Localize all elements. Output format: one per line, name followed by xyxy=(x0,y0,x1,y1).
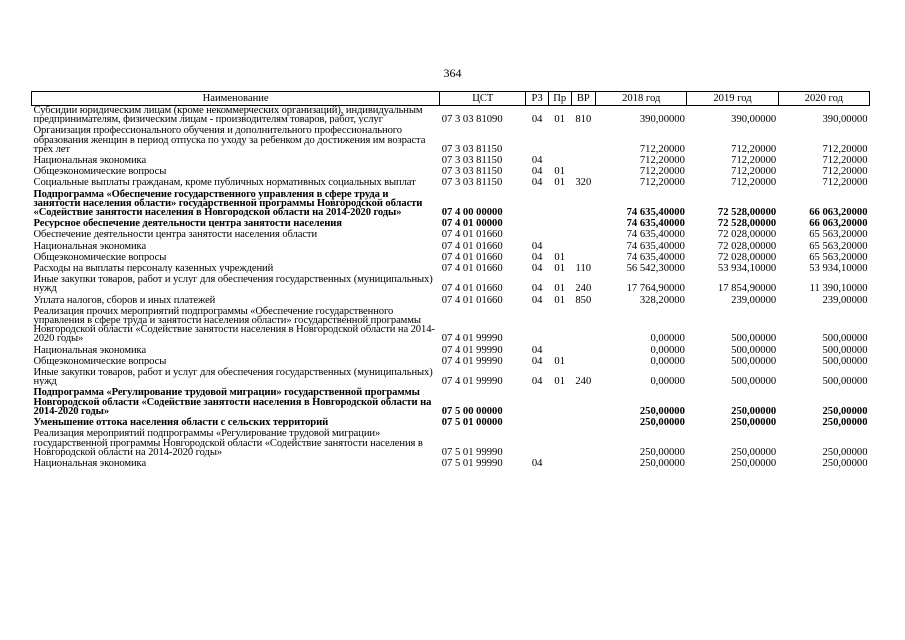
cell-2020: 712,20000 xyxy=(822,155,868,166)
table-header xyxy=(32,92,870,106)
cell-name: Национальная экономика xyxy=(33,457,147,469)
table-row xyxy=(32,106,870,125)
cell-cst: 07 4 01 01660 xyxy=(441,294,503,305)
cell-name: Иные закупки товаров, работ и услуг для обеспечения государственных (муниципальных) нужд xyxy=(33,274,433,294)
cell-vr xyxy=(571,217,596,228)
cell-rz: 04 xyxy=(531,155,543,166)
cell-pr xyxy=(548,228,571,239)
cell-2019: 72 528,00000 xyxy=(717,207,777,218)
cell-name: Субсидии юридическим лицам (кроме некоммерческих организаций), индивидуальным предпринимателям, физическим лицам - производителям товаров, работ, услуг xyxy=(33,105,423,125)
cell-pr: 01 xyxy=(554,355,566,367)
cell-rz: 04 xyxy=(531,251,543,263)
cell-vr xyxy=(571,416,596,427)
header-name: Наименование xyxy=(32,92,440,106)
cell-2019: 712,20000 xyxy=(731,143,777,155)
cell-pr: 01 xyxy=(554,166,566,177)
cell-2020: 250,00000 xyxy=(822,405,868,417)
table-row xyxy=(32,124,870,154)
cell-name: Подпрограмма «Регулирование трудовой миграции» государственной программы Новгородской области «Содействие занятости населения в Новгородской области на 2014-2020 годы» xyxy=(33,387,432,417)
cell-2018: 74 635,40000 xyxy=(626,240,685,251)
cell-pr: 01 xyxy=(554,283,566,294)
cell-2020: 250,00000 xyxy=(822,446,868,457)
cell-2020: 712,20000 xyxy=(822,143,868,155)
budget-table xyxy=(31,91,870,468)
cell-2018: 17 764,90000 xyxy=(626,283,685,294)
cell-pr xyxy=(548,217,571,228)
cell-vr xyxy=(571,240,596,251)
header-row xyxy=(32,92,870,106)
cell-pr xyxy=(548,427,571,457)
table-row xyxy=(32,355,870,366)
cell-2018: 250,00000 xyxy=(639,457,685,469)
cell-vr: 850 xyxy=(575,294,592,305)
cell-2020: 65 563,20000 xyxy=(809,251,868,263)
table-row xyxy=(32,176,870,187)
cell-2019: 712,20000 xyxy=(731,177,777,188)
cell-pr: 01 xyxy=(554,177,566,188)
cell-2018: 250,00000 xyxy=(639,446,685,457)
cell-2018: 328,20000 xyxy=(639,294,685,305)
cell-2018: 712,20000 xyxy=(639,155,685,166)
cell-2018: 74 635,40000 xyxy=(626,218,685,229)
cell-2018: 712,20000 xyxy=(639,177,685,188)
table-row xyxy=(32,457,870,468)
cell-name: Ресурсное обеспечение деятельности центра занятости населения xyxy=(33,218,342,229)
cell-name: Общеэкономические вопросы xyxy=(33,166,167,177)
cell-cst: 07 4 01 01660 xyxy=(441,229,503,240)
cell-rz xyxy=(526,305,549,344)
cell-2020: 500,00000 xyxy=(822,355,868,367)
table-row xyxy=(32,240,870,251)
cell-2019: 500,00000 xyxy=(731,355,777,367)
cell-2020: 66 063,20000 xyxy=(809,218,868,229)
cell-2019: 500,00000 xyxy=(731,333,777,344)
cell-cst: 07 4 00 00000 xyxy=(441,207,503,218)
cell-cst: 07 4 01 01660 xyxy=(441,240,503,251)
cell-vr xyxy=(571,228,596,239)
cell-name: Общеэкономические вопросы xyxy=(33,355,167,367)
cell-cst: 07 4 01 99990 xyxy=(441,376,503,387)
cell-cst: 07 4 01 00000 xyxy=(441,218,503,229)
cell-2019: 72 028,00000 xyxy=(717,240,777,251)
table-row xyxy=(32,251,870,262)
cell-cst: 07 4 01 01660 xyxy=(441,283,503,294)
cell-pr xyxy=(548,124,571,154)
cell-2018: 390,00000 xyxy=(639,114,685,125)
cell-pr xyxy=(548,344,571,355)
cell-pr xyxy=(548,240,571,251)
cell-vr xyxy=(571,165,596,176)
table-row xyxy=(32,273,870,293)
cell-2018: 0,00000 xyxy=(650,376,685,387)
cell-rz: 04 xyxy=(531,166,543,177)
table-row xyxy=(32,294,870,305)
cell-rz xyxy=(526,427,549,457)
cell-vr: 240 xyxy=(575,376,592,387)
cell-2019: 712,20000 xyxy=(731,166,777,177)
table-row xyxy=(32,154,870,165)
cell-pr: 01 xyxy=(554,114,566,125)
table-row xyxy=(32,427,870,457)
cell-2018: 56 542,30000 xyxy=(626,263,685,274)
cell-cst: 07 4 01 01660 xyxy=(441,251,503,263)
cell-name: Уплата налогов, сборов и иных платежей xyxy=(33,294,216,305)
table-row xyxy=(32,165,870,176)
cell-cst: 07 5 01 00000 xyxy=(441,417,503,428)
cell-2019: 53 934,10000 xyxy=(717,263,777,274)
table-row xyxy=(32,228,870,239)
cell-2019: 390,00000 xyxy=(731,114,777,125)
cell-2020: 250,00000 xyxy=(822,417,868,428)
cell-2018: 74 635,40000 xyxy=(626,251,685,263)
cell-2019: 500,00000 xyxy=(731,376,777,387)
cell-2019: 250,00000 xyxy=(731,417,777,428)
cell-pr xyxy=(548,188,571,218)
header-cst: ЦСТ xyxy=(440,92,526,106)
cell-2018: 250,00000 xyxy=(639,417,685,428)
cell-cst: 07 4 01 99990 xyxy=(441,344,503,355)
cell-2018: 250,00000 xyxy=(639,405,685,417)
cell-2019: 500,00000 xyxy=(731,344,777,355)
cell-rz: 04 xyxy=(531,376,543,387)
cell-name: Социальные выплаты гражданам, кроме публичных нормативных социальных выплат xyxy=(33,177,416,188)
cell-vr xyxy=(571,251,596,262)
cell-cst: 07 3 03 81150 xyxy=(441,155,503,166)
cell-name: Национальная экономика xyxy=(33,240,147,251)
cell-name: Общеэкономические вопросы xyxy=(33,251,167,263)
cell-rz xyxy=(526,217,549,228)
cell-rz: 04 xyxy=(531,240,543,251)
cell-rz xyxy=(526,124,549,154)
cell-2019: 250,00000 xyxy=(731,405,777,417)
table-row xyxy=(32,366,870,386)
cell-vr xyxy=(571,154,596,165)
cell-name: Обеспечение деятельности центра занятости населения области xyxy=(33,229,318,240)
cell-2020: 390,00000 xyxy=(822,114,868,125)
cell-name: Реализация мероприятий подпрограммы «Регулирование трудовой миграции» государственной программы Новгородской области «Содействие занятости населения в Новгородской области на 2014-2020 годы» xyxy=(33,428,423,457)
cell-2018: 74 635,40000 xyxy=(626,207,685,218)
cell-vr: 810 xyxy=(575,114,592,125)
cell-vr xyxy=(571,386,596,416)
cell-cst: 07 3 03 81150 xyxy=(441,166,503,177)
cell-rz: 04 xyxy=(531,344,543,355)
header-2020: 2020 год xyxy=(778,92,869,106)
cell-pr: 01 xyxy=(554,376,566,387)
page-number: 364 xyxy=(443,66,462,80)
cell-2018: 712,20000 xyxy=(639,143,685,155)
table-row xyxy=(32,217,870,228)
table-row xyxy=(32,344,870,355)
table-row xyxy=(32,305,870,344)
cell-2020: 239,00000 xyxy=(822,294,868,305)
cell-rz: 04 xyxy=(531,294,543,305)
cell-cst: 07 4 01 01660 xyxy=(441,263,503,274)
table-row xyxy=(32,386,870,416)
cell-vr: 320 xyxy=(575,177,592,188)
cell-cst: 07 3 03 81150 xyxy=(441,143,503,155)
cell-2020: 53 934,10000 xyxy=(809,263,868,274)
cell-rz: 04 xyxy=(531,263,543,274)
table-row xyxy=(32,416,870,427)
cell-pr xyxy=(548,305,571,344)
cell-name: Расходы на выплаты персоналу казенных учреждений xyxy=(33,263,274,274)
cell-2019: 72 028,00000 xyxy=(717,251,777,263)
cell-2020: 65 563,20000 xyxy=(809,229,868,240)
cell-2019: 72 528,00000 xyxy=(717,218,777,229)
cell-pr xyxy=(548,416,571,427)
table-body xyxy=(32,106,870,469)
cell-2020: 11 390,10000 xyxy=(809,283,868,294)
header-2018: 2018 год xyxy=(596,92,687,106)
cell-vr xyxy=(571,427,596,457)
cell-vr: 240 xyxy=(575,283,592,294)
cell-cst: 07 5 01 99990 xyxy=(441,457,503,469)
cell-name: Национальная экономика xyxy=(33,155,147,166)
cell-rz: 04 xyxy=(531,355,543,367)
cell-2020: 500,00000 xyxy=(822,376,868,387)
table-row xyxy=(32,262,870,273)
header-pr: Пр xyxy=(548,92,571,106)
cell-2019: 239,00000 xyxy=(731,294,777,305)
cell-cst: 07 5 00 00000 xyxy=(441,405,503,417)
cell-2019: 712,20000 xyxy=(731,155,777,166)
cell-2018: 74 635,40000 xyxy=(626,229,685,240)
cell-name: Организация профессионального обучения и дополнительного профессионального образования женщин в период отпуска по уходу за ребенком до достижения им возраста трех лет xyxy=(33,125,426,155)
cell-name: Реализация прочих мероприятий подпрограммы «Обеспечение государственного управления в сфере труда и занятости населения области» государственной программы Новгородской области «Содействие занятости населения в Новгородской области на 2014-2020 годы» xyxy=(33,305,435,344)
cell-2018: 712,20000 xyxy=(639,166,685,177)
cell-cst: 07 5 01 99990 xyxy=(441,446,503,457)
cell-2019: 17 854,90000 xyxy=(717,283,777,294)
cell-vr xyxy=(571,355,596,366)
cell-2020: 712,20000 xyxy=(822,177,868,188)
cell-name: Подпрограмма «Обеспечение государственного управления в сфере труда и занятости населения области» государственной программы Новгородской области «Содействие занятости населения в Новгородской области на 2014-2020 годы» xyxy=(33,188,423,218)
cell-pr: 01 xyxy=(554,251,566,263)
cell-vr xyxy=(571,344,596,355)
cell-name: Иные закупки товаров, работ и услуг для обеспечения государственных (муниципальных) нужд xyxy=(33,367,433,387)
cell-name: Национальная экономика xyxy=(33,344,147,355)
cell-2018: 0,00000 xyxy=(650,333,685,344)
cell-rz xyxy=(526,416,549,427)
cell-name: Уменьшение оттока населения области с сельских территорий xyxy=(33,417,329,428)
cell-vr xyxy=(571,457,596,468)
cell-vr xyxy=(571,124,596,154)
cell-2020: 250,00000 xyxy=(822,457,868,469)
cell-cst: 07 4 01 99990 xyxy=(441,333,503,344)
cell-2020: 500,00000 xyxy=(822,344,868,355)
cell-vr: 110 xyxy=(575,263,592,274)
cell-pr xyxy=(548,457,571,468)
cell-cst: 07 3 03 81090 xyxy=(441,114,503,125)
cell-2020: 66 063,20000 xyxy=(809,207,868,218)
cell-rz xyxy=(526,228,549,239)
cell-rz xyxy=(526,386,549,416)
cell-2018: 0,00000 xyxy=(650,355,685,367)
cell-pr xyxy=(548,386,571,416)
cell-cst: 07 3 03 81150 xyxy=(441,177,503,188)
cell-2020: 712,20000 xyxy=(822,166,868,177)
cell-2019: 250,00000 xyxy=(731,446,777,457)
cell-rz: 04 xyxy=(531,114,543,125)
header-vr: ВР xyxy=(571,92,596,106)
cell-rz xyxy=(526,188,549,218)
cell-2020: 500,00000 xyxy=(822,333,868,344)
cell-2019: 250,00000 xyxy=(731,457,777,469)
cell-rz: 04 xyxy=(531,283,543,294)
cell-vr xyxy=(571,188,596,218)
cell-cst: 07 4 01 99990 xyxy=(441,355,503,367)
cell-pr: 01 xyxy=(554,263,566,274)
cell-rz: 04 xyxy=(531,177,543,188)
cell-2018: 0,00000 xyxy=(650,344,685,355)
table-row xyxy=(32,188,870,218)
cell-pr: 01 xyxy=(554,294,566,305)
cell-rz: 04 xyxy=(531,457,543,469)
header-2019: 2019 год xyxy=(687,92,778,106)
cell-pr xyxy=(548,154,571,165)
cell-vr xyxy=(571,305,596,344)
cell-2020: 65 563,20000 xyxy=(809,240,868,251)
header-rz: РЗ xyxy=(526,92,549,106)
cell-2019: 72 028,00000 xyxy=(717,229,777,240)
